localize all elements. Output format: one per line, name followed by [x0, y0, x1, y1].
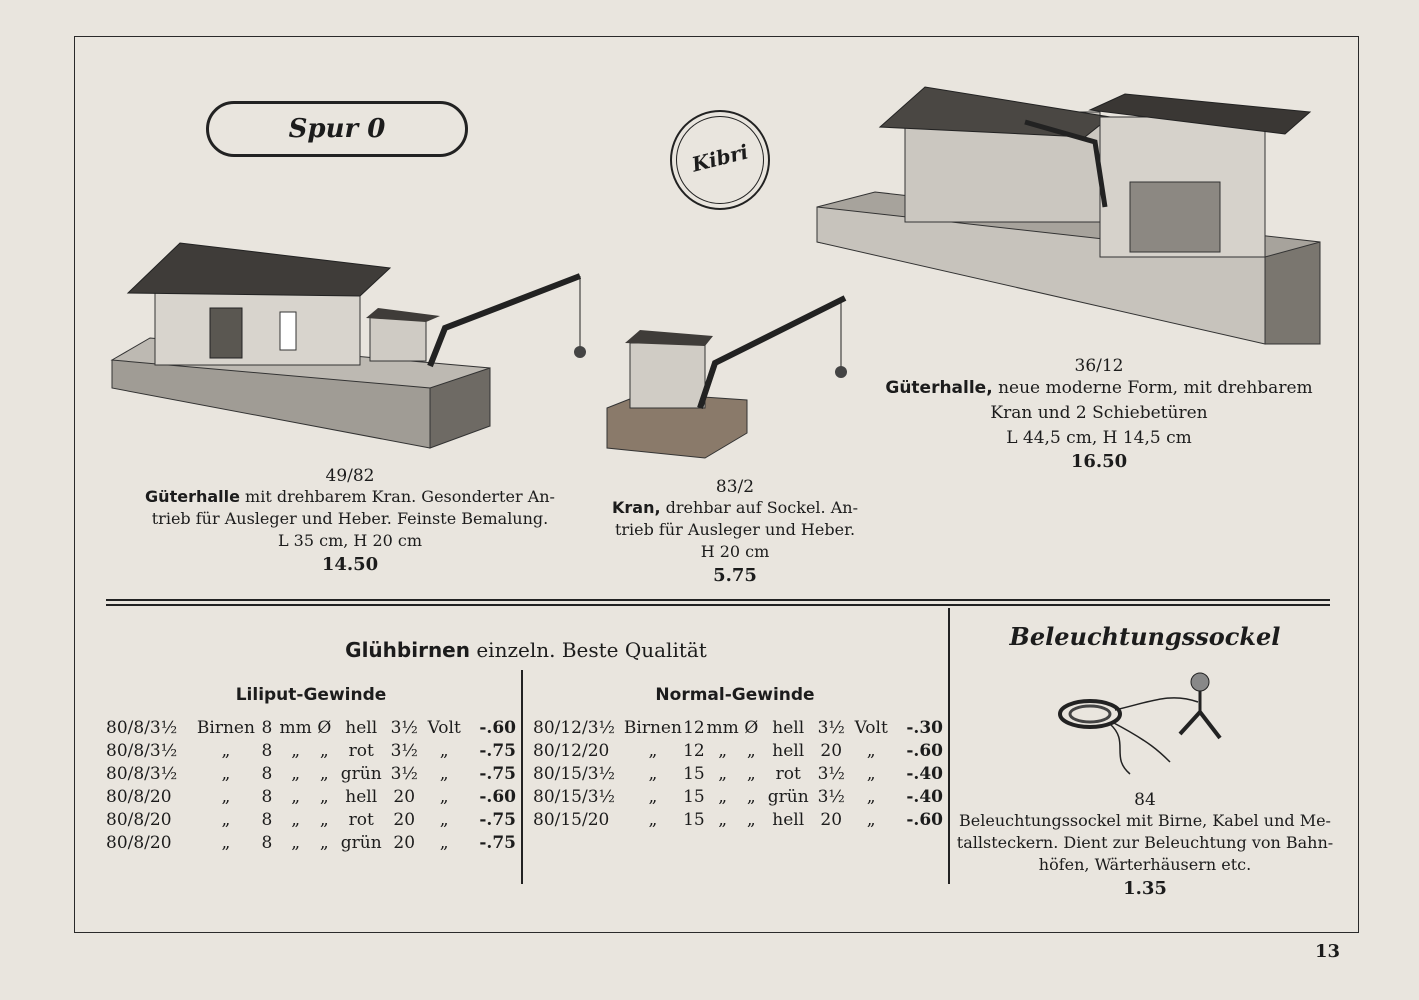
bulb-cell: 20: [820, 740, 843, 761]
product-price: 16.50: [1070, 451, 1128, 472]
bulb-cell: 80/8/3½: [106, 740, 178, 761]
product-name: Kran,: [612, 498, 661, 517]
bulb-cell: hell: [772, 740, 805, 761]
table-row: [106, 785, 516, 808]
bulb-cell: 8: [261, 763, 273, 784]
bulb-cell: -.75: [479, 809, 516, 830]
product-number: 36/12: [1074, 356, 1124, 376]
bulb-cell: „: [718, 809, 728, 830]
bulb-cell: „: [439, 809, 449, 830]
bulb-cell: -.30: [906, 717, 943, 738]
table-row: [533, 808, 943, 831]
bulb-cell: 3½: [390, 717, 418, 738]
bulb-cell: -.75: [479, 740, 516, 761]
bulb-cell: -.60: [479, 786, 516, 807]
product-name: Güterhalle,: [885, 378, 993, 398]
bulb-cell: „: [291, 809, 301, 830]
bulb-cell: 8: [261, 832, 273, 853]
bulb-cell: 3½: [390, 763, 418, 784]
goods-shed-crane-image: [110, 238, 590, 458]
bulb-cell: 80/15/20: [533, 809, 610, 830]
bulb-cell: Ø: [744, 717, 759, 738]
bulb-cell: hell: [345, 717, 378, 738]
product-83-2: 83/2 Kran, drehbar auf Sockel. An- trieb für Ausleger und Heber. H 20 cm 5.75: [595, 477, 875, 586]
product-number: 84: [1134, 790, 1156, 810]
bulb-cell: „: [291, 763, 301, 784]
table-row: [106, 831, 516, 854]
bulb-cell: 8: [261, 786, 273, 807]
bulb-cell: „: [221, 740, 231, 761]
table-row: [106, 716, 516, 739]
bulb-cell: 80/8/20: [106, 832, 172, 853]
bulb-cell: 15: [683, 786, 705, 807]
bulb-cell: -.60: [906, 740, 943, 761]
bulb-cell: 80/8/20: [106, 809, 172, 830]
table-row: [533, 739, 943, 762]
bulb-cell: hell: [345, 786, 378, 807]
bulb-cell: mm: [706, 717, 739, 738]
bulb-cell: „: [746, 786, 756, 807]
title-badge: [206, 101, 468, 157]
bulb-cell: 20: [393, 832, 416, 853]
table-row: [106, 808, 516, 831]
lighting-socket-image: [1050, 662, 1240, 782]
product-number: 83/2: [715, 477, 755, 497]
bulb-cell: 20: [393, 809, 416, 830]
kibri-logo: [670, 110, 770, 210]
bulb-cell: „: [866, 763, 876, 784]
bulb-cell: „: [291, 786, 301, 807]
product-49-82: 49/82 Güterhalle mit drehbarem Kran. Gesonderter An- trieb für Ausleger und Heber. Feinste Bemalung. L 35 cm, H 20 cm 14.50: [110, 466, 590, 575]
bulb-cell: 3½: [817, 717, 845, 738]
bulb-cell: „: [648, 809, 658, 830]
bulb-cell: „: [866, 740, 876, 761]
bulb-cell: Volt: [854, 717, 888, 738]
bulb-cell: „: [221, 809, 231, 830]
bulb-cell: „: [221, 832, 231, 853]
bulb-cell: 8: [261, 717, 273, 738]
table-row: [533, 762, 943, 785]
bulb-cell: 3½: [817, 763, 845, 784]
bulb-cell: „: [221, 786, 231, 807]
bulb-cell: 3½: [390, 740, 418, 761]
bulb-cell: 80/12/20: [533, 740, 610, 761]
bulb-cell: 80/8/3½: [106, 717, 178, 738]
normal-table: [533, 716, 943, 831]
table-row: [533, 716, 943, 739]
bulb-cell: 80/15/3½: [533, 763, 616, 784]
bulb-cell: „: [221, 763, 231, 784]
brand-name: Kibri: [689, 139, 751, 177]
bulb-cell: „: [746, 809, 756, 830]
bulb-cell: „: [718, 740, 728, 761]
bulb-cell: „: [319, 763, 329, 784]
bulb-cell: rot: [348, 809, 374, 830]
bulb-cell: 8: [261, 809, 273, 830]
bulb-cell: „: [291, 832, 301, 853]
bulb-cell: „: [319, 786, 329, 807]
bulb-cell: hell: [772, 809, 805, 830]
bulb-cell: -.75: [479, 832, 516, 853]
product-price: 14.50: [321, 554, 379, 575]
bulb-cell: „: [319, 809, 329, 830]
product-number: 49/82: [325, 466, 375, 486]
bulb-cell: 12: [683, 717, 705, 738]
bulb-cell: 20: [393, 786, 416, 807]
bulb-cell: 80/8/3½: [106, 763, 178, 784]
bulb-cell: hell: [772, 717, 805, 738]
bulb-cell: rot: [348, 740, 374, 761]
bulb-cell: „: [718, 786, 728, 807]
bulb-cell: „: [648, 763, 658, 784]
bulb-cell: „: [439, 740, 449, 761]
bulb-cell: „: [291, 740, 301, 761]
bulb-cell: 20: [820, 809, 843, 830]
socket-title: Beleuchtungssockel: [1009, 622, 1281, 651]
table-row: [106, 762, 516, 785]
bulb-cell: „: [746, 740, 756, 761]
bulb-cell: „: [718, 763, 728, 784]
bulbs-title: Glühbirnen einzeln. Beste Qualität: [345, 638, 707, 662]
bulb-cell: „: [866, 809, 876, 830]
bulb-cell: -.75: [479, 763, 516, 784]
product-price: 1.35: [1123, 878, 1167, 899]
bulb-cell: 15: [683, 763, 705, 784]
bulb-cell: Ø: [317, 717, 332, 738]
bulb-cell: grün: [767, 786, 809, 807]
bulb-cell: -.40: [906, 786, 943, 807]
column-divider: [521, 670, 523, 884]
bulb-cell: -.60: [906, 809, 943, 830]
bulb-cell: „: [439, 786, 449, 807]
bulb-cell: „: [319, 740, 329, 761]
bulb-cell: „: [746, 763, 756, 784]
table-row: [106, 739, 516, 762]
bulb-cell: „: [648, 740, 658, 761]
bulb-cell: „: [648, 786, 658, 807]
page-title: Spur 0: [288, 114, 386, 144]
bulb-cell: mm: [279, 717, 312, 738]
bulb-cell: -.40: [906, 763, 943, 784]
page-number: 13: [1314, 941, 1340, 962]
divider-top: [106, 599, 1330, 601]
section-divider: [948, 608, 950, 884]
normal-heading: Normal-Gewinde: [655, 685, 815, 705]
bulb-cell: Volt: [427, 717, 461, 738]
bulb-cell: -.60: [479, 717, 516, 738]
bulb-cell: 12: [683, 740, 705, 761]
product-name: Güterhalle: [145, 487, 240, 506]
bulb-cell: „: [439, 832, 449, 853]
bulb-cell: 80/15/3½: [533, 786, 616, 807]
bulb-cell: grün: [340, 763, 382, 784]
bulb-cell: 3½: [817, 786, 845, 807]
modern-goods-shed-image: [815, 82, 1330, 352]
bulb-cell: 8: [261, 740, 273, 761]
bulb-cell: 15: [683, 809, 705, 830]
table-row: [533, 785, 943, 808]
bulb-cell: Birnen: [196, 717, 255, 738]
socket-product: 84 Beleuchtungssockel mit Birne, Kabel und Me- tallsteckern. Dient zur Beleuchtung von Bahn- höfen, Wärterhäusern etc. 1.35: [956, 790, 1334, 899]
bulb-cell: 80/12/3½: [533, 717, 616, 738]
product-36-12: 36/12 Güterhalle, neue moderne Form, mit drehbarem Kran und 2 Schiebetüren L 44,5 cm, H 14,5 cm 16.50: [868, 356, 1330, 472]
bulb-cell: 80/8/20: [106, 786, 172, 807]
bulb-cell: grün: [340, 832, 382, 853]
product-price: 5.75: [713, 565, 757, 586]
bulb-cell: Birnen: [623, 717, 682, 738]
liliput-table: [106, 716, 516, 854]
bulb-cell: „: [319, 832, 329, 853]
bulb-cell: rot: [775, 763, 801, 784]
bulb-cell: „: [439, 763, 449, 784]
bulb-cell: „: [866, 786, 876, 807]
divider-bottom: [106, 604, 1330, 606]
liliput-heading: Liliput-Gewinde: [235, 685, 387, 705]
